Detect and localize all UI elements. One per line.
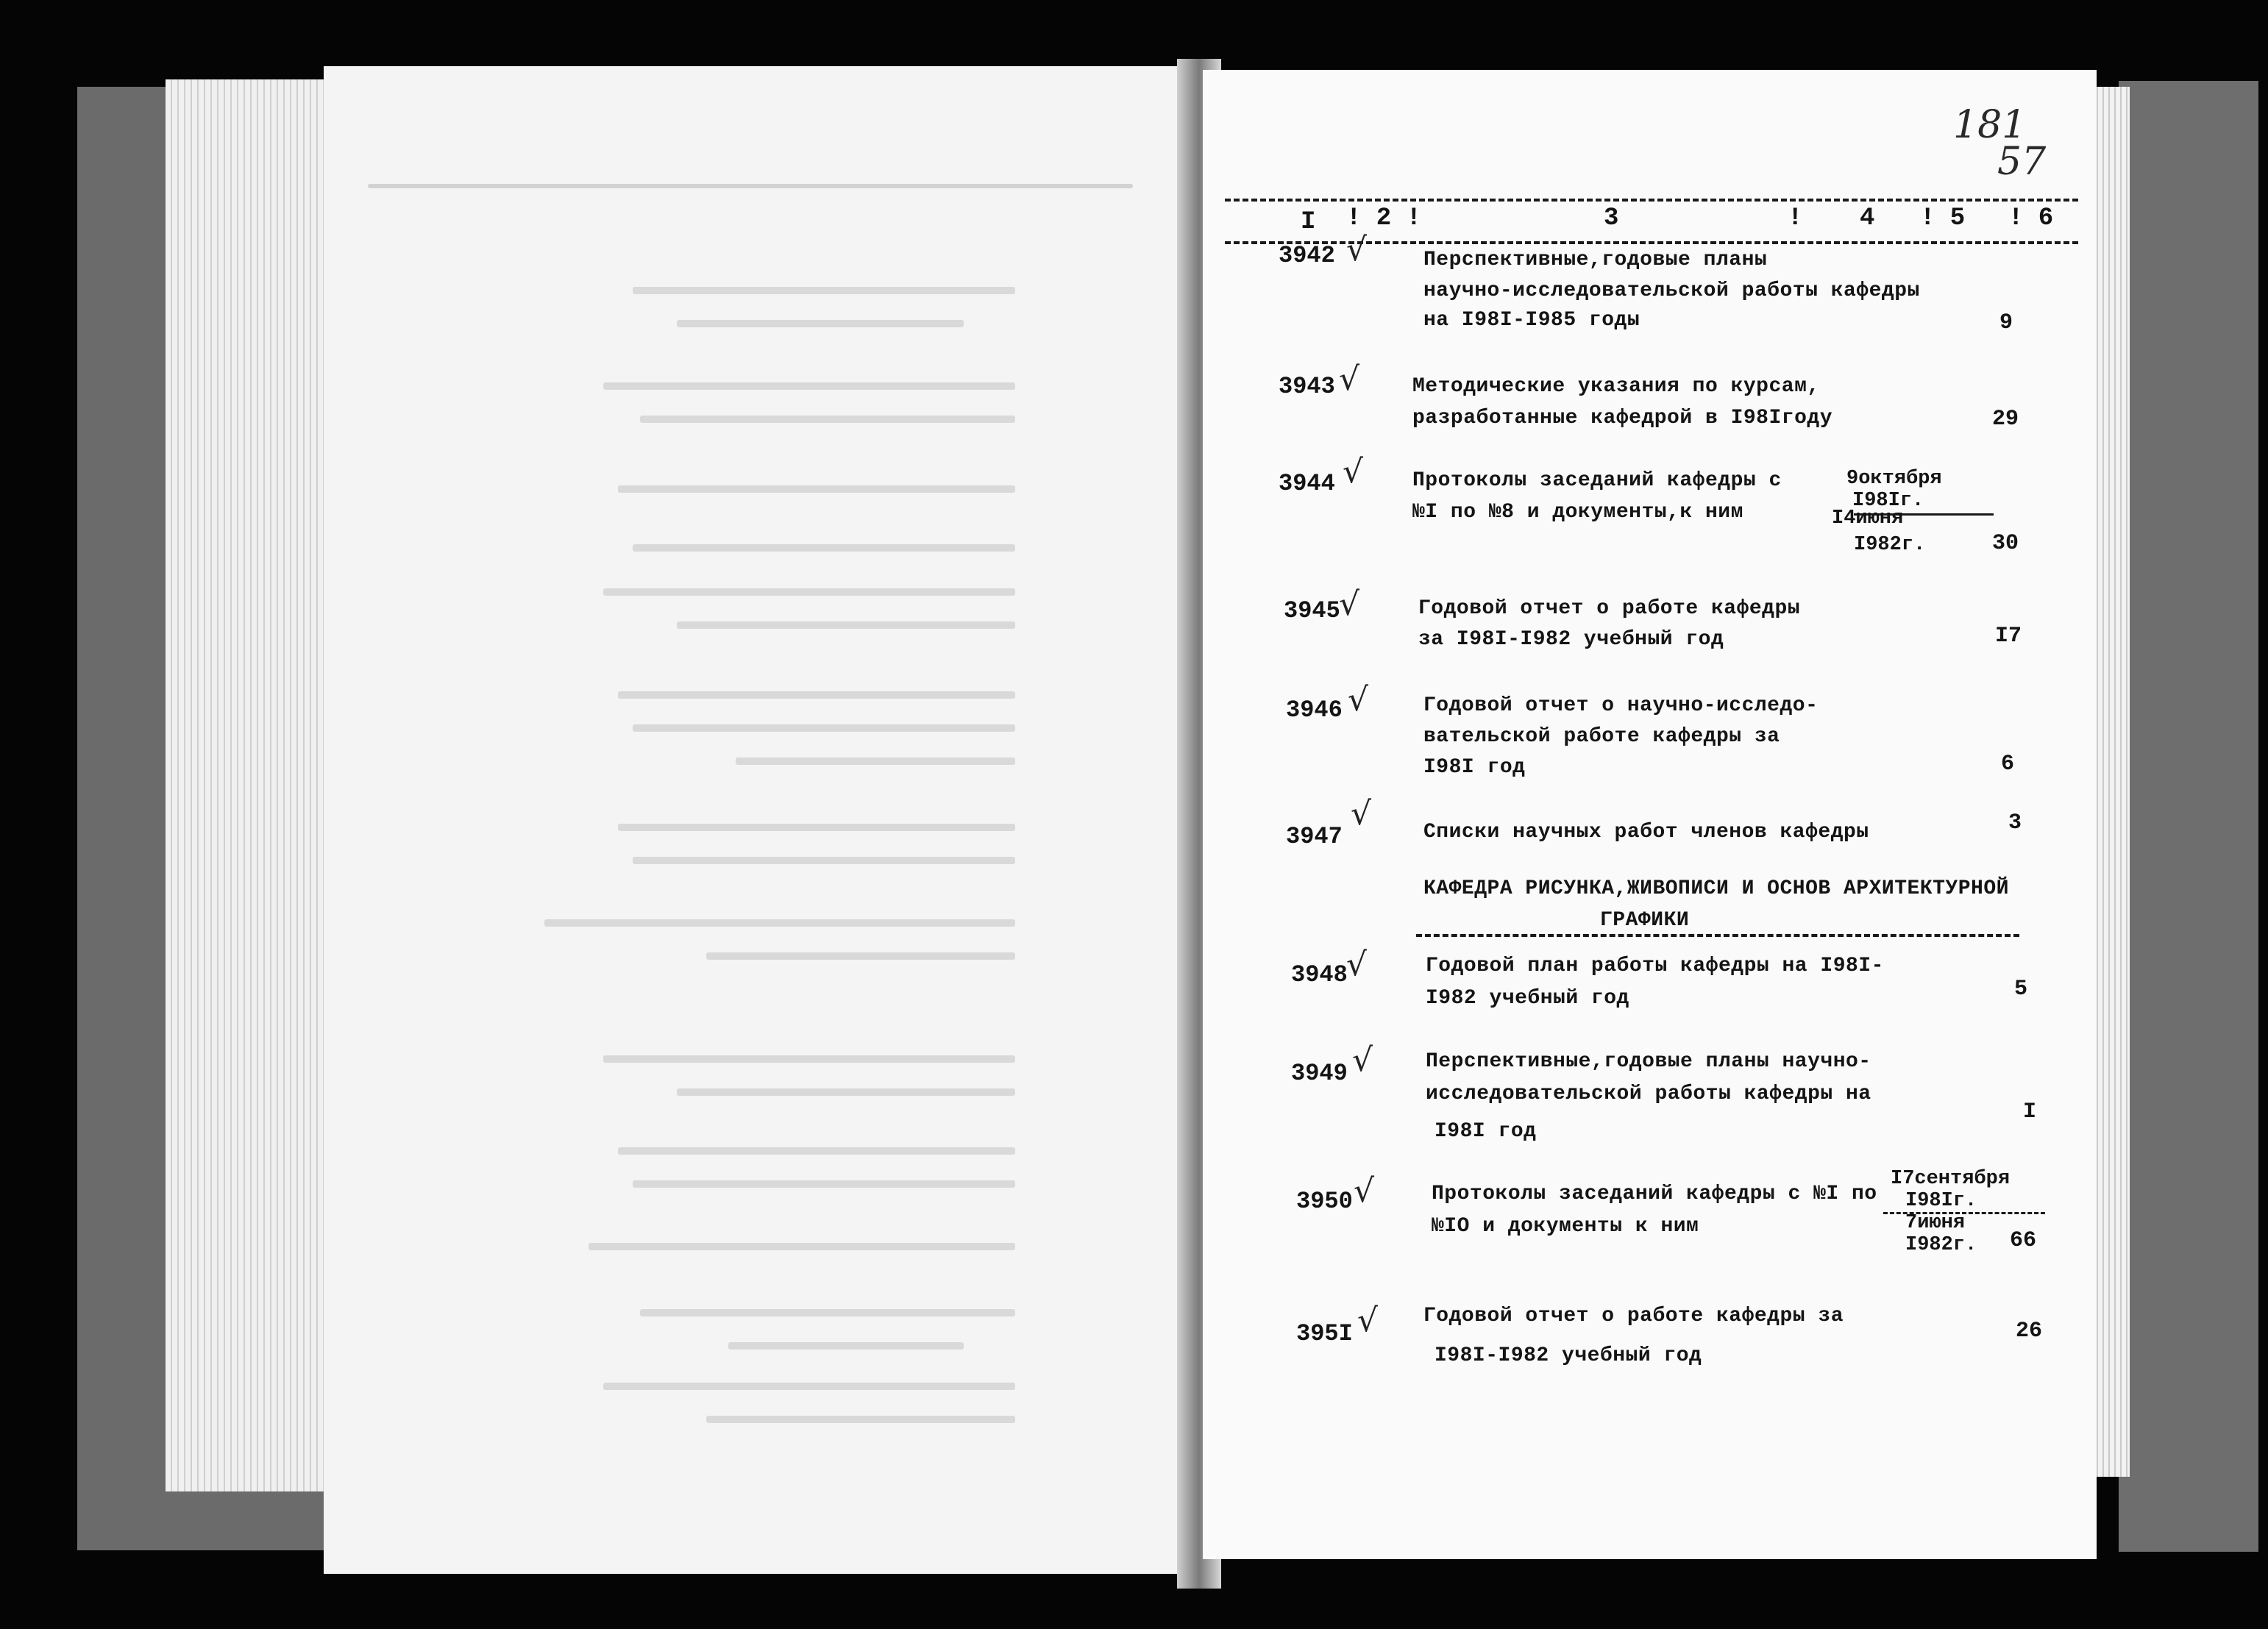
- entry-number: 3949: [1291, 1060, 1348, 1087]
- col-3-header: 3: [1604, 204, 1619, 232]
- entry-title-line: Списки научных работ членов кафедры: [1423, 821, 1869, 844]
- left-page-edges: [166, 79, 336, 1491]
- entry-number: 3950: [1296, 1188, 1353, 1215]
- entry-title-line: №IO и документы к ним: [1432, 1215, 1699, 1238]
- entry-sheet-count: 6: [2001, 752, 2015, 777]
- right-cover-board: [2119, 81, 2258, 1552]
- entry-title-line: I98I год: [1435, 1120, 1537, 1143]
- entry-number: 3947: [1286, 823, 1343, 850]
- entry-number: 3943: [1279, 373, 1335, 400]
- check-mark: √: [1354, 1172, 1375, 1210]
- entry-sheet-count: 9: [1999, 310, 2013, 335]
- check-mark: √: [1339, 360, 1360, 398]
- check-mark: √: [1357, 1302, 1379, 1339]
- entry-sheet-count: 30: [1992, 531, 2019, 556]
- entry-number: 3948: [1291, 961, 1348, 988]
- entry-title-line: Годовой отчет о работе кафедры: [1418, 597, 1801, 620]
- date-from-year: I98Iг.: [1905, 1190, 1977, 1212]
- entry-sheet-count: 29: [1992, 407, 2019, 432]
- section-underline: [1416, 934, 2019, 937]
- entry-title-line: Годовой отчет о научно-исследо-: [1423, 694, 1819, 717]
- entry-sheet-count: 66: [2010, 1228, 2037, 1253]
- entry-title-line: Перспективные,годовые планы научно-: [1426, 1050, 1871, 1073]
- check-mark: √: [1346, 946, 1368, 983]
- check-mark: √: [1352, 1041, 1373, 1079]
- folio-stamp-bottom: 57: [1997, 140, 2047, 184]
- col-4-header: 4: [1860, 204, 1875, 232]
- entry-sheet-count: 26: [2016, 1319, 2043, 1344]
- col-5-header: ! 5: [1920, 204, 1966, 232]
- entry-sheet-count: 3: [2008, 810, 2022, 835]
- entry-title-line: I98I год: [1423, 756, 1526, 779]
- entry-title-line: №I по №8 и документы,к ним: [1412, 501, 1743, 524]
- col-2-header: ! 2 !: [1346, 204, 1422, 232]
- entry-number: 395I: [1296, 1320, 1353, 1347]
- entry-sheet-count: I: [2023, 1099, 2037, 1124]
- entry-title-line: Протоколы заседаний кафедры с: [1412, 469, 1782, 492]
- entry-sheet-count: 5: [2014, 977, 2028, 1002]
- col-3-separator: !: [1788, 204, 1803, 232]
- entry-title-line: вательской работе кафедры за: [1423, 725, 1780, 748]
- date-from-day: I7сентября: [1891, 1168, 2011, 1190]
- section-heading-line: КАФЕДРА РИСУНКА,ЖИВОПИСИ И ОСНОВ АРХИТЕКТУРНОЙ: [1423, 877, 2009, 900]
- col-1-header: I: [1301, 208, 1316, 236]
- entry-sheet-count: I7: [1995, 624, 2022, 649]
- check-mark: √: [1339, 585, 1360, 623]
- check-mark: √: [1351, 795, 1372, 833]
- entry-title-line: за I98I-I982 учебный год: [1418, 628, 1724, 651]
- date-to-day: 7июня: [1905, 1212, 1966, 1234]
- entry-title-line: исследовательской работы кафедры на: [1426, 1083, 1871, 1105]
- check-mark: √: [1346, 231, 1368, 268]
- entry-number: 3945: [1284, 597, 1340, 624]
- folio-stamp-top: 181: [1953, 103, 2027, 147]
- date-to-year: I982г.: [1854, 534, 1926, 556]
- date-to-year: I982г.: [1905, 1234, 1977, 1256]
- entry-title-line: I982 учебный год: [1426, 987, 1629, 1010]
- date-to-day: I4июня: [1832, 507, 1904, 530]
- entry-title-line: на I98I-I985 годы: [1423, 309, 1640, 332]
- entry-title-line: Перспективные,годовые планы: [1423, 249, 1768, 271]
- entry-title-line: Протоколы заседаний кафедры с №I по: [1432, 1183, 1877, 1205]
- col-6-header: ! 6: [2008, 204, 2054, 232]
- entry-title-line: научно-исследовательской работы кафедры: [1423, 279, 1920, 302]
- left-page: [324, 66, 1199, 1574]
- entry-title-line: I98I-I982 учебный год: [1435, 1344, 1702, 1367]
- section-heading-line: ГРАФИКИ: [1600, 909, 1690, 932]
- entry-title-line: Годовой отчет о работе кафедры за: [1423, 1305, 1844, 1327]
- entry-title-line: Методические указания по курсам,: [1412, 375, 1820, 398]
- date-from-year: I98Iг.: [1852, 490, 1924, 512]
- entry-title-line: разработанные кафедрой в I98Iгоду: [1412, 407, 1832, 429]
- table-top-rule: [1225, 199, 2078, 202]
- entry-title-line: Годовой план работы кафедры на I98I-: [1426, 955, 1884, 977]
- entry-number: 3946: [1286, 696, 1343, 724]
- entry-number: 3942: [1279, 242, 1335, 269]
- date-from-day: 9октября: [1846, 468, 1942, 490]
- check-mark: √: [1343, 453, 1364, 491]
- check-mark: √: [1348, 681, 1369, 719]
- entry-number: 3944: [1279, 470, 1335, 497]
